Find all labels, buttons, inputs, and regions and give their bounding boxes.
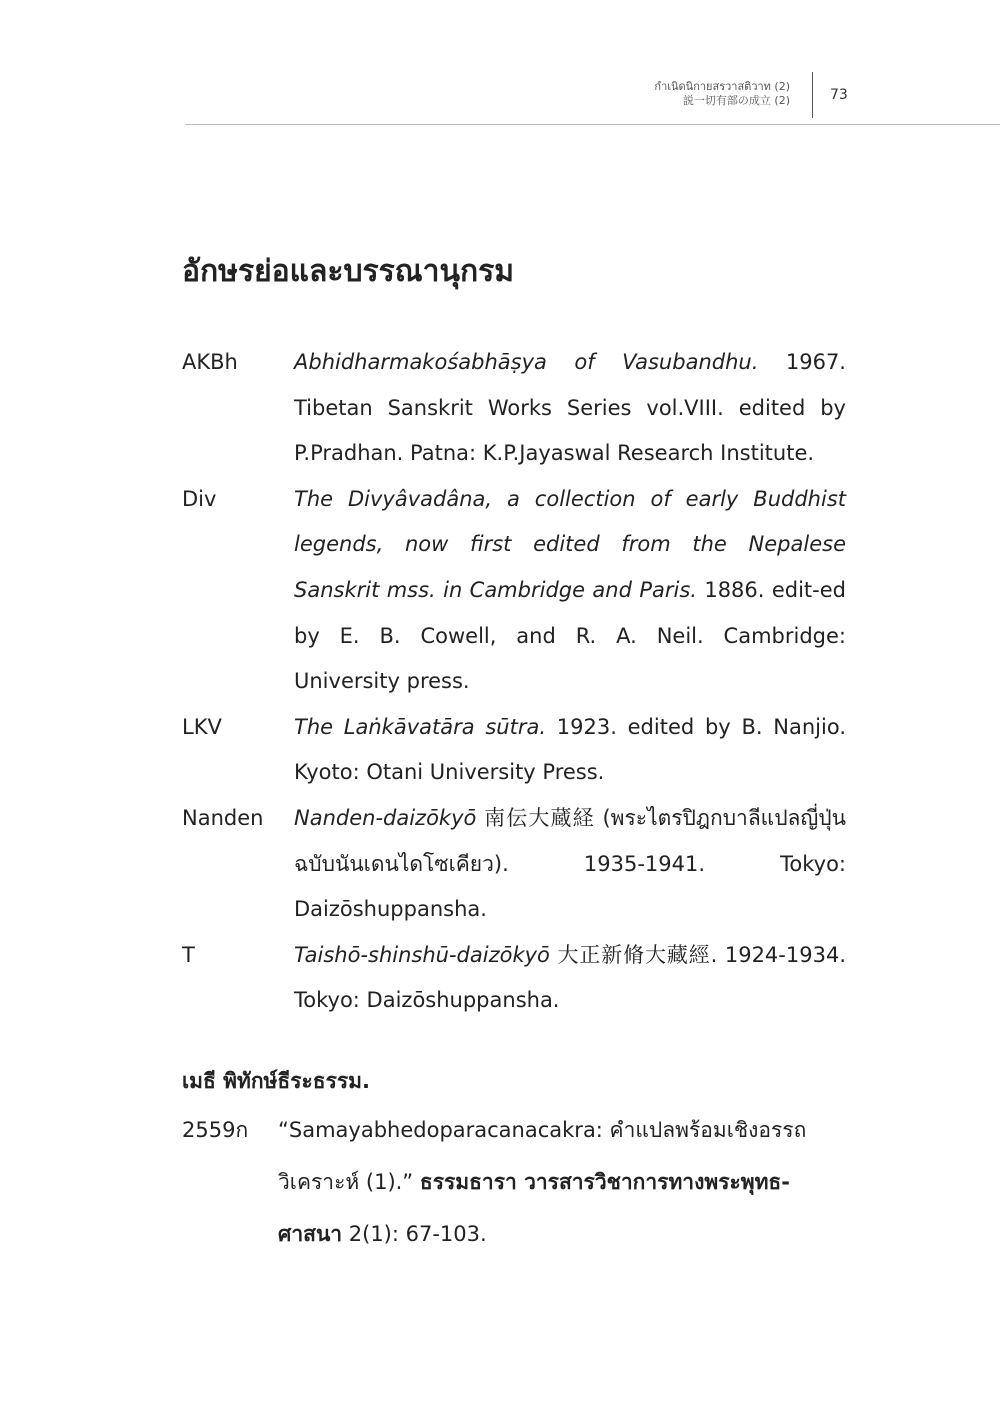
abbreviation: Nanden (182, 805, 264, 830)
abbreviation-entry (182, 796, 846, 933)
work-details: 大正新脩大藏經. 1924-1934. Tokyo: Daizōshuppansha. (294, 942, 846, 1013)
abbreviation-description (294, 477, 846, 705)
work-details: 1886. edit-ed by E. B. Cowell, and R. A. Neil. Cambridge: University press. (294, 577, 846, 694)
abbreviation-description (294, 340, 846, 477)
abbreviation-list (182, 340, 846, 1024)
bibliography-entry (182, 1104, 846, 1260)
page-number: 73 (830, 87, 848, 103)
abbreviation: Div (182, 486, 217, 511)
header-separator (812, 72, 813, 118)
header-rule (185, 124, 1000, 125)
work-details: 1923. edited by B. Nanjio. Kyoto: Otani University Press. (294, 714, 846, 785)
bibliography-citation (278, 1104, 846, 1260)
abbreviation-entry (182, 705, 846, 796)
bibliography (182, 1058, 846, 1260)
bibliography-author: เมธี พิทักษ์ธีระธรรม. (182, 1069, 370, 1093)
header-japanese-title: 説一切有部の成立 (2) (682, 94, 790, 107)
work-details: 南伝大蔵経 (พระไตรปิฎกบาลีแปลญี่ปุ่น ฉบับนันเดนไดโซเคียว). 1935-1941. Tokyo: Daizōshuppansha. (294, 805, 846, 922)
abbreviation-description (294, 705, 846, 796)
header-thai-title: กำเนิดนิกายสรวาสติวาท (2) (654, 80, 790, 93)
abbreviation-entry (182, 933, 846, 1024)
abbreviation-description (294, 796, 846, 933)
journal-name: ธรรมธารา วารสารวิชาการทางพระพุทธ-ศาสนา (278, 1170, 790, 1246)
work-title: Abhidharmakośabhāṣya of Vasubandhu. (294, 350, 759, 374)
volume-pages: 2(1): 67-103. (342, 1222, 487, 1246)
abbreviation: AKBh (182, 350, 238, 374)
work-title: The Laṅkāvatāra sūtra. (294, 714, 547, 739)
abbreviation: T (182, 942, 195, 967)
work-title: Nanden-daizōkyō (294, 805, 477, 830)
abbreviation-description (294, 933, 846, 1024)
page-title: อักษรย่อและบรรณานุกรม (182, 254, 515, 289)
article-title: “Samayabhedoparacanacakra: คำแปลพร้อมเชิงอรรถวิเคราะห์ (1).” (278, 1118, 807, 1194)
bibliography-year: 2559ก (182, 1118, 249, 1142)
work-details: 1967. Tibetan Sanskrit Works Series vol.VIII. edited by P.Pradhan. Patna: K.P.Jayaswal Research Institute. (294, 350, 846, 466)
work-title: The Divyâvadâna, a collection of early Buddhist legends, now first edited from the Nepalese Sanskrit mss. in Cambridge and Paris. (294, 486, 846, 602)
abbreviation-entry (182, 477, 846, 705)
running-header (654, 80, 790, 108)
abbreviation: LKV (182, 714, 222, 739)
work-title: Taishō-shinshū-daizōkyō (294, 942, 550, 967)
abbreviation-entry (182, 340, 846, 477)
